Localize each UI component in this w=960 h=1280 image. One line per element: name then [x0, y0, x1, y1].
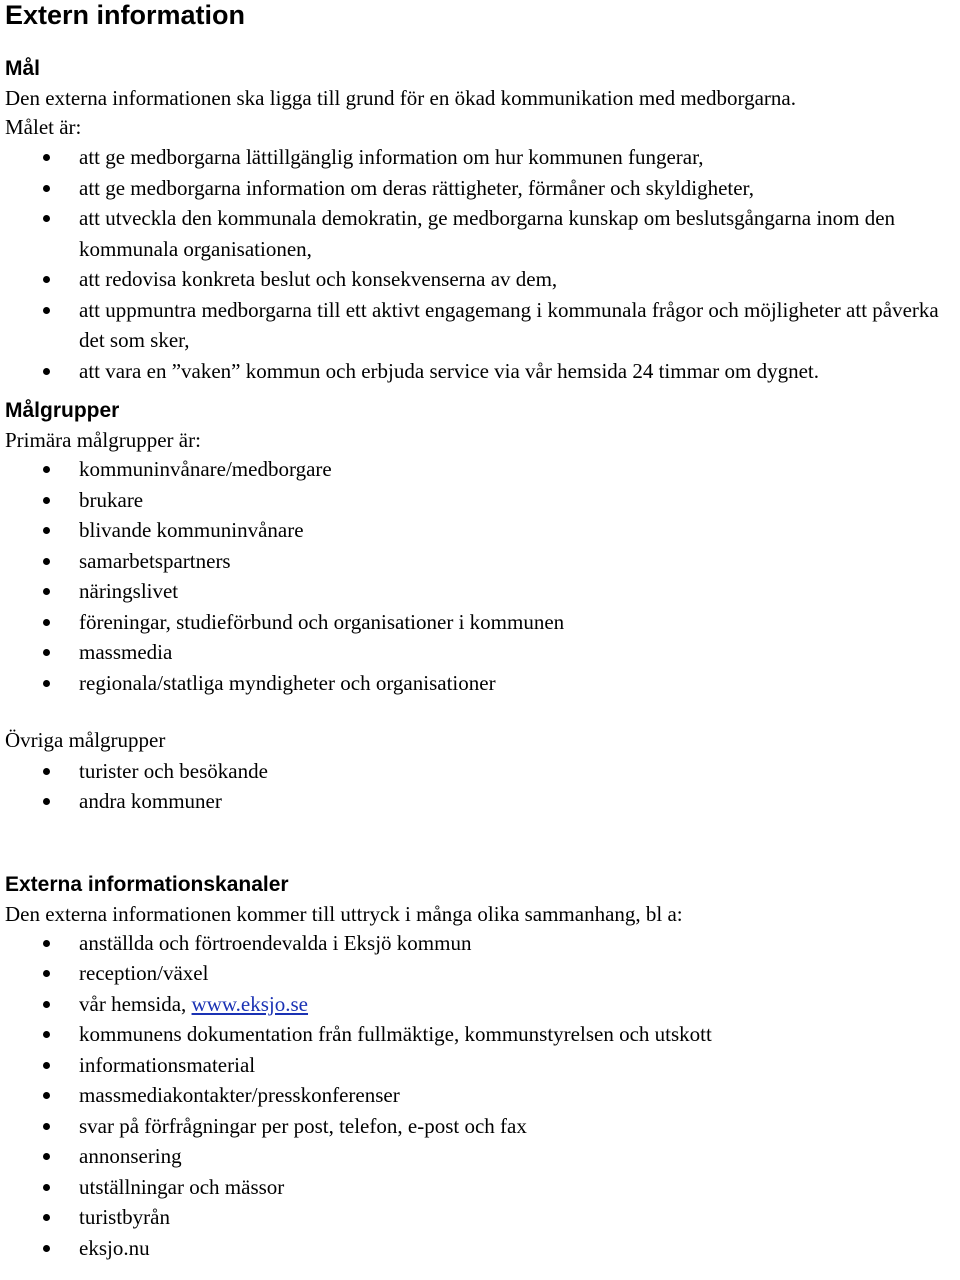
- mal-intro: Den externa informationen ska ligga till grund för en ökad kommunikation med medborgarna.: [5, 86, 796, 110]
- bullet-icon: [43, 558, 50, 565]
- bullet-icon: [43, 798, 50, 805]
- list-item: informationsmaterial: [5, 1050, 955, 1081]
- other-intro: Övriga målgrupper: [5, 728, 166, 752]
- bullet-icon: [43, 368, 50, 375]
- section-heading-malgrupper: Målgrupper: [5, 399, 120, 422]
- list-item: näringslivet: [5, 576, 955, 607]
- bullet-icon: [43, 497, 50, 504]
- bullet-icon: [43, 1123, 50, 1130]
- bullet-icon: [43, 185, 50, 192]
- bullet-icon: [43, 1153, 50, 1160]
- kanaler-list: [5, 928, 955, 1264]
- bullet-icon: [43, 215, 50, 222]
- list-item: kommunens dokumentation från fullmäktige, kommunstyrelsen och utskott: [5, 1019, 955, 1050]
- bullet-icon: [43, 649, 50, 656]
- bullet-icon: [43, 1001, 50, 1008]
- list-item: brukare: [5, 485, 955, 516]
- list-item: samarbetspartners: [5, 546, 955, 577]
- primary-intro: Primära målgrupper är:: [5, 428, 201, 452]
- bullet-icon: [43, 466, 50, 473]
- other-list: [5, 756, 955, 817]
- bullet-icon: [43, 1245, 50, 1252]
- mal-list: [5, 142, 955, 386]
- list-item: anställda och förtroendevalda i Eksjö kommun: [5, 928, 955, 959]
- website-link[interactable]: www.eksjo.se: [191, 991, 309, 1016]
- bullet-icon: [43, 1092, 50, 1099]
- bullet-icon: [43, 588, 50, 595]
- bullet-icon: [43, 1062, 50, 1069]
- bullet-icon: [43, 1031, 50, 1038]
- bullet-icon: [43, 619, 50, 626]
- bullet-icon: [43, 1214, 50, 1221]
- list-item: svar på förfrågningar per post, telefon, e-post och fax: [5, 1111, 955, 1142]
- list-item: turister och besökande: [5, 756, 955, 787]
- list-item: massmedia: [5, 637, 955, 668]
- page-title: Extern information: [5, 0, 246, 30]
- section-mal: [5, 56, 955, 386]
- bullet-icon: [43, 940, 50, 947]
- list-item: föreningar, studieförbund och organisationer i kommunen: [5, 607, 955, 638]
- list-item: vår hemsida, www.eksjo.se: [5, 989, 955, 1020]
- list-item: att ge medborgarna information om deras rättigheter, förmåner och skyldigheter,: [5, 173, 955, 204]
- section-heading-kanaler: Externa informationskanaler: [5, 872, 289, 896]
- section-heading-mal: Mål: [5, 57, 41, 80]
- list-item: massmediakontakter/presskonferenser: [5, 1080, 955, 1111]
- bullet-icon: [43, 154, 50, 161]
- kanaler-intro: Den externa informationen kommer till uttryck i många olika sammanhang, bl a:: [5, 901, 683, 926]
- document-page: [5, 0, 955, 1263]
- list-item: att utveckla den kommunala demokratin, ge medborgarna kunskap om beslutsgångarna inom den kommunala organisationen,: [5, 203, 955, 264]
- list-item: turistbyrån: [5, 1202, 955, 1233]
- bullet-icon: [43, 527, 50, 534]
- list-item: att redovisa konkreta beslut och konsekvenserna av dem,: [5, 264, 955, 295]
- primary-list: [5, 454, 955, 698]
- mal-intro-2: Målet är:: [5, 115, 82, 139]
- bullet-icon: [43, 276, 50, 283]
- list-item: blivande kommuninvånare: [5, 515, 955, 546]
- bullet-icon: [43, 680, 50, 687]
- bullet-icon: [43, 970, 50, 977]
- list-item: att vara en ”vaken” kommun och erbjuda service via vår hemsida 24 timmar om dygnet.: [5, 356, 955, 387]
- bullet-icon: [43, 307, 50, 314]
- list-item: reception/växel: [5, 958, 955, 989]
- list-item: utställningar och mässor: [5, 1172, 955, 1203]
- bullet-icon: [43, 768, 50, 775]
- list-item: annonsering: [5, 1141, 955, 1172]
- section-malgrupper: [5, 398, 955, 817]
- bullet-icon: [43, 1184, 50, 1191]
- list-item: kommuninvånare/medborgare: [5, 454, 955, 485]
- list-item: att ge medborgarna lättillgänglig information om hur kommunen fungerar,: [5, 142, 955, 173]
- list-item: regionala/statliga myndigheter och organisationer: [5, 668, 955, 699]
- list-item: att uppmuntra medborgarna till ett aktivt engagemang i kommunala frågor och möjligheter att påverka det som sker,: [5, 295, 955, 356]
- section-kanaler: [5, 872, 955, 1264]
- list-item: andra kommuner: [5, 786, 955, 817]
- list-item: eksjo.nu: [5, 1233, 955, 1264]
